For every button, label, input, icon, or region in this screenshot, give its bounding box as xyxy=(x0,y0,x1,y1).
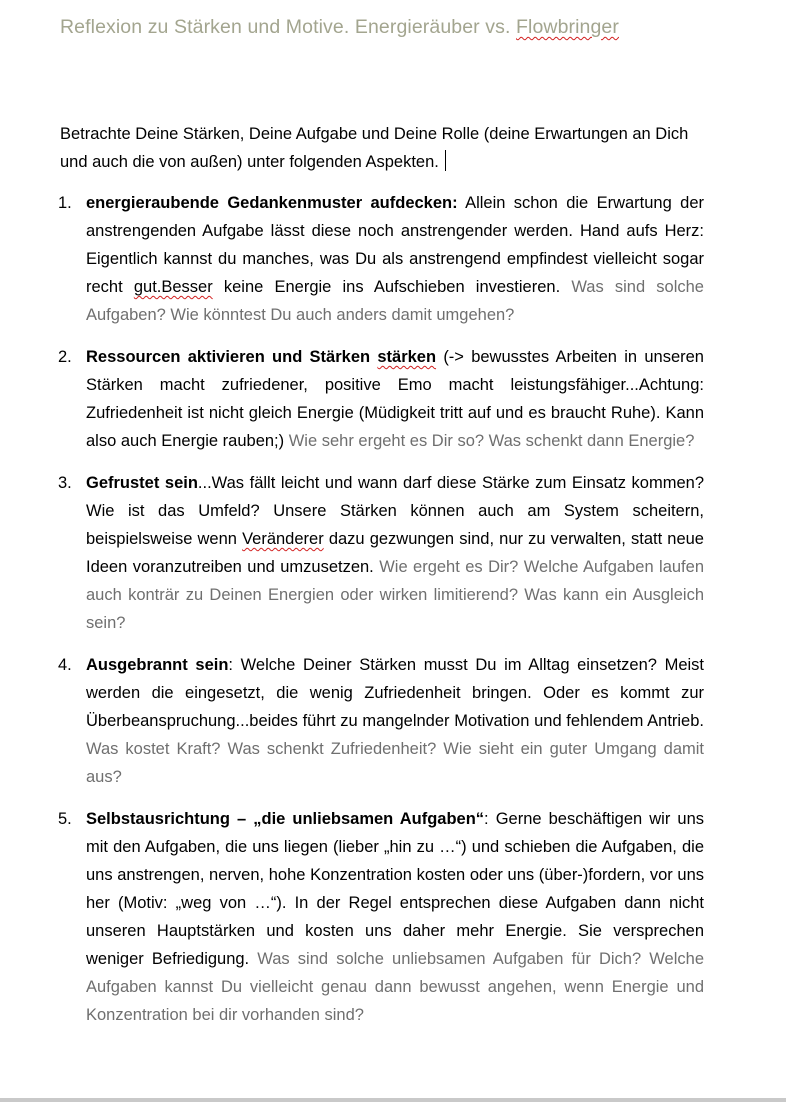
page-bottom-border xyxy=(0,1098,786,1102)
item-body-continued: keine Energie ins Aufschieben investieren. xyxy=(212,278,561,296)
list-number: 2. xyxy=(58,348,72,366)
item-heading: Ressourcen aktivieren und Stärken xyxy=(86,348,378,366)
list-item[interactable] xyxy=(58,805,704,1029)
aspects-list xyxy=(58,189,704,1043)
intro-paragraph[interactable] xyxy=(60,120,710,176)
list-item[interactable] xyxy=(58,651,704,791)
item-question: Wie sehr ergeht es Dir so? Was schenkt dann Energie? xyxy=(284,432,695,450)
list-number: 1. xyxy=(58,194,72,212)
item-question: Wie ergeht es Dir? Welche Aufgaben laufen auch konträr zu Deinen Energien oder wirken limitierend? Was kann ein Ausgleich sein? xyxy=(86,558,704,632)
spelling-flagged-word[interactable]: Flowbringer xyxy=(516,16,619,38)
title-text: Reflexion zu Stärken und Motive. Energieräuber vs. xyxy=(60,16,516,38)
list-item-text xyxy=(86,651,704,791)
item-question: Was kostet Kraft? Was schenkt Zufriedenheit? Wie sieht ein guter Umgang damit aus? xyxy=(86,740,704,786)
item-body: : Welche Deiner Stärken musst Du im Alltag einsetzen? Meist werden die eingesetzt, die wenig Zufriedenheit bringen. Oder es kommt zur Überbeanspruchung...beides führt zu mangelnder Motivation und fehlendem Antrieb. xyxy=(86,656,704,730)
list-item-text xyxy=(86,343,704,455)
list-item-text xyxy=(86,805,704,1029)
text-cursor xyxy=(445,150,447,171)
spelling-flagged-word[interactable]: gut.Besser xyxy=(133,278,213,296)
intro-text: Betrachte Deine Stärken, Deine Aufgabe und Deine Rolle (deine Erwartungen an Dich und auch die von außen) unter folgenden Aspekten. xyxy=(60,125,689,171)
item-heading: Selbstausrichtung – „die unliebsamen Aufgaben“ xyxy=(86,810,485,828)
list-number: 4. xyxy=(58,656,72,674)
list-number: 3. xyxy=(58,474,72,492)
list-item[interactable] xyxy=(58,343,704,455)
spelling-flagged-word[interactable]: Veränderer xyxy=(242,530,324,548)
item-body: : Gerne beschäftigen wir uns mit den Aufgaben, die uns liegen (lieber „hin zu …“) und schieben die Aufgaben, die uns anstrengen, nerven, hohe Konzentration kosten oder uns (über-)fordern, vor uns her (Motiv: „weg von …“). In der Regel entsprechen diese Aufgaben dann nicht unseren Hauptstärken und kosten uns daher mehr Energie. Sie versprechen weniger Befriedigung. xyxy=(86,810,704,968)
item-question: Was sind solche Aufgaben? Wie könntest Du auch anders damit umgehen? xyxy=(86,278,704,324)
item-heading: Gefrustet sein xyxy=(86,474,198,492)
list-item-text xyxy=(86,189,704,329)
item-body-continued: dazu gezwungen sind, nur zu verwalten, statt neue Ideen voranzutreiben und umzusetzen. xyxy=(86,530,704,576)
item-body: Allein schon die Erwartung der anstrengenden Aufgabe lässt diese noch anstrengender werden. Hand aufs Herz: Eigentlich kannst du manches, was Du als anstrengend empfindest vielleicht sogar recht xyxy=(86,194,705,296)
list-item[interactable] xyxy=(58,189,704,329)
list-item-text xyxy=(86,469,704,637)
item-heading: energieraubende Gedankenmuster aufdecken: xyxy=(86,194,458,212)
item-heading: Ausgebrannt sein xyxy=(86,656,229,674)
document-title xyxy=(60,16,619,39)
list-number: 5. xyxy=(58,810,72,828)
list-item[interactable] xyxy=(58,469,704,637)
item-question: Was sind solche unliebsamen Aufgaben für Dich? Welche Aufgaben kannst Du vielleicht genau dann bewusst angehen, wenn Energie und Konzentration bei dir vorhanden sind? xyxy=(86,950,704,1024)
item-body: ...Was fällt leicht und wann darf diese Stärke zum Einsatz kommen? Wie ist das Umfeld? Unsere Stärken können auch am System scheitern, beispielsweise wenn xyxy=(86,474,704,548)
item-body: (-> bewusstes Arbeiten in unseren Stärken macht zufriedener, positive Emo macht leistungsfähiger...Achtung: Zufriedenheit ist nicht gleich Energie (Müdigkeit tritt auf und es braucht Ruhe). Kann also auch Energie rauben;) xyxy=(86,348,704,450)
spelling-flagged-word[interactable]: stärken xyxy=(377,348,437,366)
